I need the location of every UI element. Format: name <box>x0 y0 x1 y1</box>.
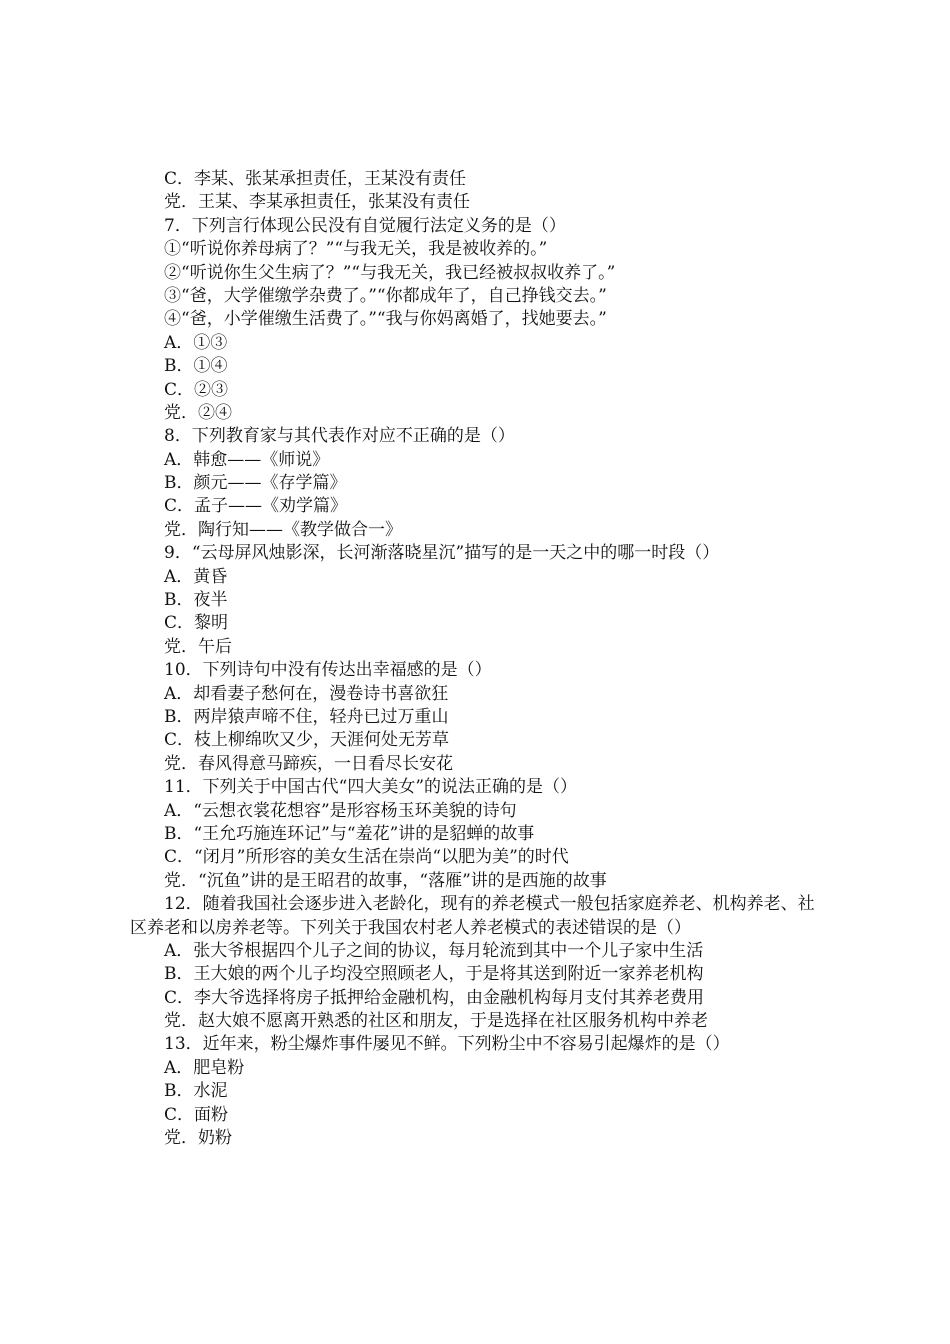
option-line: B．王大娘的两个儿子均没空照顾老人，于是将其送到附近一家养老机构 <box>164 964 704 985</box>
option-line: C．孟子——《劝学篇》 <box>164 496 348 517</box>
option-line: B．两岸猿声啼不住，轻舟已过万重山 <box>164 706 449 727</box>
text-line: ③“爸，大学催缴学杂费了。”“你都成年了，自己挣钱交去。” <box>164 285 607 306</box>
text-line: ②“听说你生父生病了？”“与我无关，我已经被叔叔收养了。” <box>164 262 616 283</box>
option-line: 党．午后 <box>164 636 232 657</box>
text-line: 党．王某、李某承担责任，张某没有责任 <box>164 192 470 213</box>
option-line: 党．②④ <box>164 402 232 423</box>
option-line: B．“王允巧施连环记”与“羞花”讲的是貂蝉的故事 <box>164 823 535 844</box>
text-line: ①“听说你养母病了？”“与我无关，我是被收养的。” <box>164 239 548 260</box>
option-line: B．夜半 <box>164 590 228 611</box>
option-line: 党．“沉鱼”讲的是王昭君的故事，“落雁”讲的是西施的故事 <box>164 870 607 891</box>
option-line: 党．奶粉 <box>164 1128 232 1149</box>
option-line: C．枝上柳绵吹又少，天涯何处无芳草 <box>164 730 450 751</box>
option-line: 党．陶行知——《教学做合一》 <box>164 519 402 540</box>
text-line: ④“爸，小学催缴生活费了。”“我与你妈离婚了，找她要去。” <box>164 309 607 330</box>
question-text <box>130 168 830 1150</box>
question-10: 10．下列诗句中没有传达出幸福感的是（） <box>164 660 492 681</box>
option-line: 党．赵大娘不愿离开熟悉的社区和朋友，于是选择在社区服务机构中养老 <box>164 1011 708 1032</box>
question-13: 13．近年来，粉尘爆炸事件屡见不鲜。下列粉尘中不容易引起爆炸的是（） <box>164 1034 730 1055</box>
option-line: A．“云想衣裳花想容”是形容杨玉环美貌的诗句 <box>164 800 517 821</box>
option-line: A．却看妻子愁何在，漫卷诗书喜欲狂 <box>164 683 449 704</box>
question-8: 8．下列教育家与其代表作对应不正确的是（） <box>164 426 515 447</box>
question-7: 7．下列言行体现公民没有自觉履行法定义务的是（） <box>164 215 566 236</box>
option-line: B．①④ <box>164 356 228 377</box>
option-line: C．②③ <box>164 379 229 400</box>
option-line: A．①③ <box>164 332 228 353</box>
option-line: C．李大爷选择将房子抵押给金融机构，由金融机构每月支付其养老费用 <box>164 987 705 1008</box>
question-12: 12．随着我国社会逐步进入老龄化，现有的养老模式一般包括家庭养老、机构养老、社区养老和以房养老等。下列关于我国农村老人养老模式的表述错误的是（） <box>130 894 815 938</box>
question-11: 11．下列关于中国古代“四大美女”的说法正确的是（） <box>164 777 578 798</box>
option-line: B．水泥 <box>164 1081 228 1102</box>
question-9: 9．“云母屏风烛影深，长河渐落晓星沉”描写的是一天之中的哪一时段（） <box>164 543 720 564</box>
text-line: C．李某、张某承担责任，王某没有责任 <box>164 169 467 189</box>
option-line: C．面粉 <box>164 1104 229 1125</box>
option-line: B．颜元——《存学篇》 <box>164 473 347 494</box>
option-line: 党．春风得意马蹄疾，一日看尽长安花 <box>164 753 453 774</box>
option-line: A．张大爷根据四个儿子之间的协议，每月轮流到其中一个儿子家中生活 <box>164 940 704 961</box>
option-line: A．黄昏 <box>164 566 228 587</box>
option-line: C．黎明 <box>164 613 229 634</box>
option-line: C．“闭月”所形容的美女生活在崇尚“以肥为美”的时代 <box>164 847 569 868</box>
option-line: A．韩愈——《师说》 <box>164 449 330 470</box>
option-line: A．肥皂粉 <box>164 1057 245 1078</box>
